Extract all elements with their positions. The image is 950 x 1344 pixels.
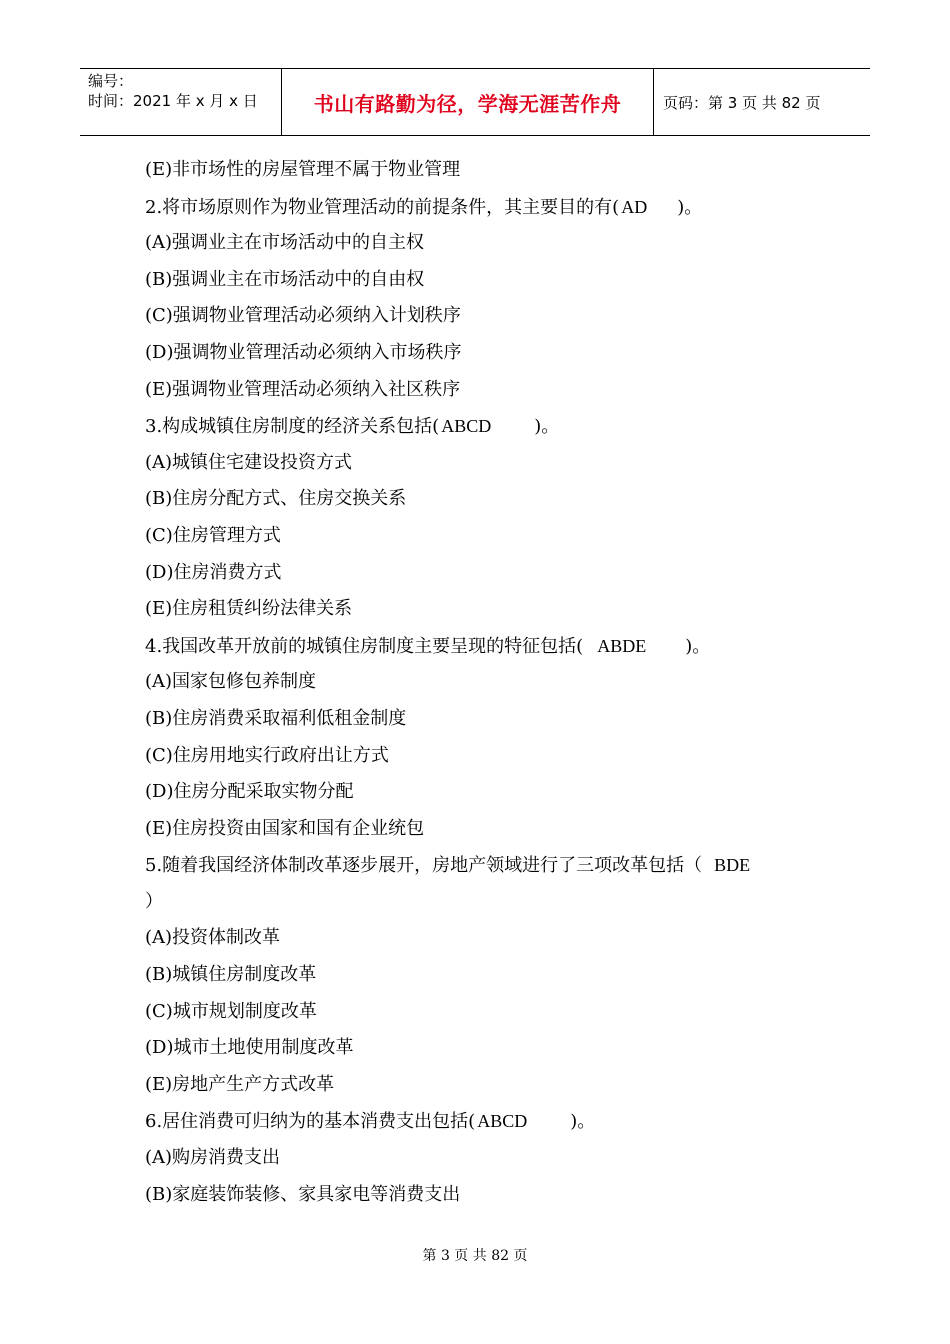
question-5 <box>145 847 825 884</box>
option-q2-b: (B)强调业主在市场活动中的自由权 <box>145 268 425 290</box>
page-footer: 第 3 页 共 82 页 <box>422 1248 528 1264</box>
question-2 <box>145 189 825 226</box>
header-motto: 书山有路勤为径，学海无涯苦作舟 <box>281 69 654 135</box>
option-q4-a: (A)国家包修包养制度 <box>145 671 317 693</box>
question-5-continuation: ） <box>145 890 163 912</box>
question-stem-end: )。 <box>677 196 703 218</box>
option-q2-e: (E)强调物业管理活动必须纳入社区秩序 <box>145 378 461 400</box>
option-q3-e: (E)住房租赁纠纷法律关系 <box>145 598 353 620</box>
option-q5-c: (C)城市规划制度改革 <box>145 1000 317 1022</box>
option-q1-e: (E)非市场性的房屋管理不属于物业管理 <box>145 159 461 180</box>
question-stem: 2.将市场原则作为物业管理活动的前提条件，其主要目的有( <box>145 196 620 218</box>
question-stem-end: )。 <box>570 1111 596 1133</box>
question-6 <box>145 1103 825 1140</box>
option-q5-a: (A)投资体制改革 <box>145 927 281 949</box>
option-q2-c: (C)强调物业管理活动必须纳入计划秩序 <box>145 305 461 327</box>
question-stem: 3.构成城镇住房制度的经济关系包括( <box>145 416 440 438</box>
option-q4-c: (C)住房用地实行政府出让方式 <box>145 744 389 766</box>
question-stem: 5.随着我国经济体制改革逐步展开，房地产领域进行了三项改革包括（ <box>145 855 703 877</box>
date-label: 时间：2021 年 x 月 x 日 <box>88 92 258 110</box>
question-3 <box>145 408 825 445</box>
answer-key: ABDE <box>597 635 647 656</box>
document-body <box>145 152 825 1213</box>
question-4 <box>145 628 825 665</box>
question-stem: 4.我国改革开放前的城镇住房制度主要呈现的特征包括( <box>145 635 584 657</box>
option-q3-d: (D)住房消费方式 <box>145 561 282 583</box>
answer-key: ABCD <box>441 416 492 437</box>
option-q5-b: (B)城镇住房制度改革 <box>145 964 317 986</box>
option-q4-d: (D)住房分配采取实物分配 <box>145 781 354 803</box>
option-q5-e: (E)房地产生产方式改革 <box>145 1073 335 1095</box>
question-stem-end: )。 <box>685 635 711 657</box>
option-q2-a: (A)强调业主在市场活动中的自主权 <box>145 232 425 254</box>
answer-key: BDE <box>714 855 751 876</box>
option-q3-c: (C)住房管理方式 <box>145 524 281 546</box>
header-meta <box>80 69 281 135</box>
option-q5-d: (D)城市土地使用制度改革 <box>145 1037 354 1059</box>
answer-key: AD <box>621 196 648 217</box>
question-stem: 6.居住消费可归纳为的基本消费支出包括( <box>145 1111 476 1133</box>
option-q3-b: (B)住房分配方式、住房交换关系 <box>145 488 407 510</box>
option-q3-a: (A)城镇住宅建设投资方式 <box>145 451 353 473</box>
question-stem-end: )。 <box>534 416 560 438</box>
option-q6-a: (A)购房消费支出 <box>145 1147 281 1169</box>
option-q6-b: (B)家庭装饰装修、家具家电等消费支出 <box>145 1183 461 1205</box>
page-header <box>80 68 870 136</box>
option-q4-e: (E)住房投资由国家和国有企业统包 <box>145 817 425 839</box>
option-q2-d: (D)强调物业管理活动必须纳入市场秩序 <box>145 341 462 363</box>
answer-key: ABCD <box>477 1111 528 1132</box>
document-number-label: 编号： <box>88 72 134 90</box>
header-page-number: 页码：第 3 页 共 82 页 <box>663 93 821 112</box>
option-q4-b: (B)住房消费采取福利低租金制度 <box>145 707 407 729</box>
